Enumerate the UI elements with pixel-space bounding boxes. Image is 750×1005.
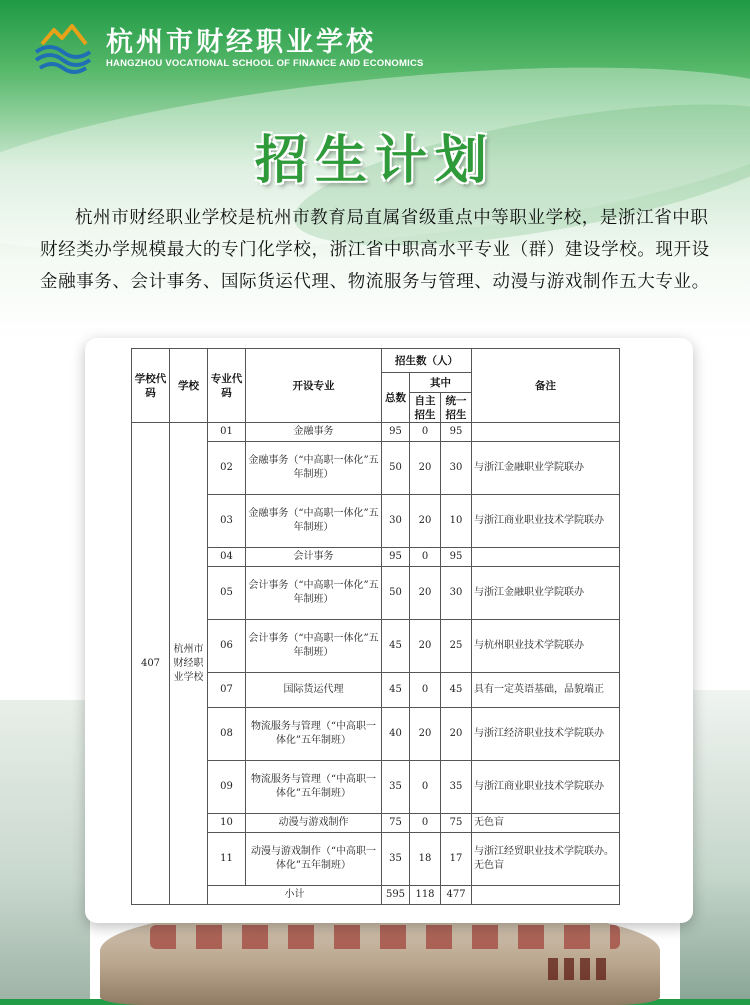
unified-cell: 35 bbox=[441, 761, 472, 814]
unified-cell: 30 bbox=[441, 567, 472, 620]
enrollment-table bbox=[131, 348, 620, 905]
major-cell: 金融事务 bbox=[246, 423, 382, 442]
subtotal-total: 595 bbox=[382, 886, 410, 905]
note-cell: 无色盲 bbox=[472, 814, 620, 833]
header-notes: 备注 bbox=[472, 349, 620, 423]
unified-cell: 25 bbox=[441, 620, 472, 673]
independent-cell: 0 bbox=[410, 761, 441, 814]
note-cell: 与浙江金融职业学院联办 bbox=[472, 442, 620, 495]
header-among: 其中 bbox=[410, 373, 472, 393]
total-cell: 45 bbox=[382, 673, 410, 708]
note-cell: 与浙江金融职业学院联办 bbox=[472, 567, 620, 620]
header-major-code: 专业代码 bbox=[208, 349, 246, 423]
subtotal-note bbox=[472, 886, 620, 905]
total-cell: 30 bbox=[382, 495, 410, 548]
stone-calligraphy bbox=[150, 925, 620, 949]
major-cell: 会计事务（“中高职一体化”五年制班） bbox=[246, 620, 382, 673]
major-cell: 物流服务与管理（“中高职一体化”五年制班） bbox=[246, 708, 382, 761]
major-code-cell: 06 bbox=[208, 620, 246, 673]
school-name-en: HANGZHOU VOCATIONAL SCHOOL OF FINANCE AND ECONOMICS bbox=[106, 58, 424, 69]
major-code-cell: 11 bbox=[208, 833, 246, 886]
header-total: 总数 bbox=[382, 373, 410, 423]
major-cell: 金融事务（“中高职一体化”五年制班） bbox=[246, 495, 382, 548]
independent-cell: 18 bbox=[410, 833, 441, 886]
header-school-code: 学校代码 bbox=[132, 349, 170, 423]
school-name-cn: 杭州市财经职业学校 bbox=[106, 27, 376, 58]
unified-cell: 45 bbox=[441, 673, 472, 708]
page-title: 招生计划 bbox=[254, 131, 495, 191]
total-cell: 50 bbox=[382, 442, 410, 495]
independent-cell: 20 bbox=[410, 495, 441, 548]
major-code-cell: 05 bbox=[208, 567, 246, 620]
major-code-cell: 04 bbox=[208, 548, 246, 567]
header-major: 开设专业 bbox=[246, 349, 382, 423]
major-cell: 动漫与游戏制作 bbox=[246, 814, 382, 833]
major-cell: 动漫与游戏制作（“中高职一体化”五年制班） bbox=[246, 833, 382, 886]
note-cell: 与浙江经济职业技术学院联办 bbox=[472, 708, 620, 761]
major-code-cell: 10 bbox=[208, 814, 246, 833]
subtotal-unified: 477 bbox=[441, 886, 472, 905]
intro-paragraph: 杭州市财经职业学校是杭州市教育局直属省级重点中等职业学校，是浙江省中职财经类办学规模最大的专门化学校，浙江省中职高水平专业（群）建设学校。现开设金融事务、会计事务、国际货运代理、物流服务与管理、动漫与游戏制作五大专业。 bbox=[40, 208, 710, 292]
independent-cell: 20 bbox=[410, 708, 441, 761]
total-cell: 50 bbox=[382, 567, 410, 620]
note-cell: 具有一定英语基础，品貌端正 bbox=[472, 673, 620, 708]
independent-cell: 20 bbox=[410, 567, 441, 620]
major-cell: 金融事务（“中高职一体化”五年制班） bbox=[246, 442, 382, 495]
total-cell: 40 bbox=[382, 708, 410, 761]
independent-cell: 0 bbox=[410, 548, 441, 567]
note-cell bbox=[472, 423, 620, 442]
subtotal-independent: 118 bbox=[410, 886, 441, 905]
unified-cell: 95 bbox=[441, 548, 472, 567]
note-cell bbox=[472, 548, 620, 567]
major-code-cell: 03 bbox=[208, 495, 246, 548]
header-school: 学校 bbox=[170, 349, 208, 423]
school-name-cell: 杭州市财经职业学校 bbox=[170, 423, 208, 905]
note-cell: 与浙江商业职业技术学院联办 bbox=[472, 495, 620, 548]
school-header bbox=[30, 22, 424, 76]
independent-cell: 0 bbox=[410, 673, 441, 708]
major-code-cell: 07 bbox=[208, 673, 246, 708]
subtotal-label: 小计 bbox=[208, 886, 382, 905]
independent-cell: 0 bbox=[410, 814, 441, 833]
major-cell: 会计事务 bbox=[246, 548, 382, 567]
major-code-cell: 01 bbox=[208, 423, 246, 442]
header-independent: 自主招生 bbox=[410, 393, 441, 423]
unified-cell: 10 bbox=[441, 495, 472, 548]
header-unified: 统一招生 bbox=[441, 393, 472, 423]
school-code-cell: 407 bbox=[132, 423, 170, 905]
calligraphy-signature bbox=[548, 958, 606, 980]
major-code-cell: 09 bbox=[208, 761, 246, 814]
major-cell: 国际货运代理 bbox=[246, 673, 382, 708]
total-cell: 35 bbox=[382, 761, 410, 814]
note-cell: 与杭州职业技术学院联办 bbox=[472, 620, 620, 673]
unified-cell: 95 bbox=[441, 423, 472, 442]
note-cell: 与浙江经贸职业技术学院联办。无色盲 bbox=[472, 833, 620, 886]
unified-cell: 75 bbox=[441, 814, 472, 833]
unified-cell: 20 bbox=[441, 708, 472, 761]
unified-cell: 30 bbox=[441, 442, 472, 495]
independent-cell: 0 bbox=[410, 423, 441, 442]
total-cell: 95 bbox=[382, 423, 410, 442]
note-cell: 与浙江商业职业技术学院联办 bbox=[472, 761, 620, 814]
independent-cell: 20 bbox=[410, 620, 441, 673]
independent-cell: 20 bbox=[410, 442, 441, 495]
total-cell: 35 bbox=[382, 833, 410, 886]
major-cell: 会计事务（“中高职一体化”五年制班） bbox=[246, 567, 382, 620]
major-code-cell: 08 bbox=[208, 708, 246, 761]
total-cell: 75 bbox=[382, 814, 410, 833]
header-enrollment: 招生数（人） bbox=[382, 349, 472, 373]
major-code-cell: 02 bbox=[208, 442, 246, 495]
total-cell: 45 bbox=[382, 620, 410, 673]
unified-cell: 17 bbox=[441, 833, 472, 886]
major-cell: 物流服务与管理（“中高职一体化”五年制班） bbox=[246, 761, 382, 814]
total-cell: 95 bbox=[382, 548, 410, 567]
table-row bbox=[132, 423, 620, 442]
campus-photo-left bbox=[0, 700, 90, 999]
school-logo-icon bbox=[30, 22, 96, 76]
